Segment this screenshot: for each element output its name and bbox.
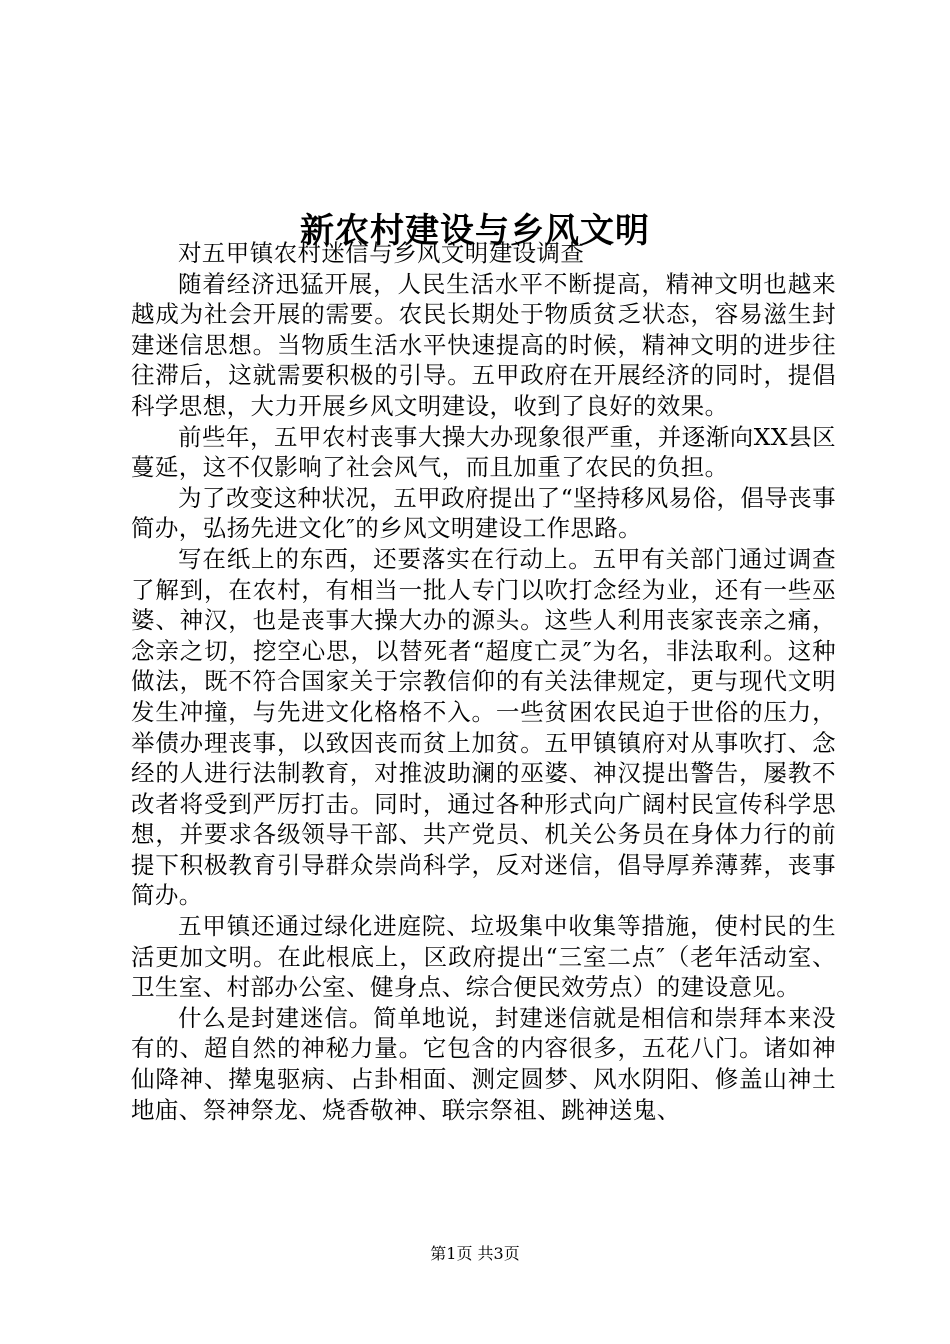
paragraph-3: 为了改变这种状况，五甲政府提出了“坚持移风易俗，倡导丧事简办，弘扬先进文化″的乡风文明建设工作思路。 — [131, 483, 836, 543]
paragraph-1: 随着经济迅猛开展，人民生活水平不断提高，精神文明也越来越成为社会开展的需要。农民长期处于物质贫乏状态，容易滋生封建迷信思想。当物质生活水平快速提高的时候，精神文明的进步往往滞后，这就需要积极的引导。五甲政府在开展经济的同时，提倡科学思想，大力开展乡风文明建设，收到了良好的效果。 — [131, 269, 836, 420]
paragraph-subtitle: 对五甲镇农村迷信与乡风文明建设调查 — [178, 239, 585, 267]
paragraph-6: 什么是封建迷信。简单地说，封建迷信就是相信和崇拜本来没有的、超自然的神秘力量。它包含的内容很多，五花八门。诸如神仙降神、撵鬼驱病、占卦相面、测定圆梦、风水阴阳、修盖山神土地庙、祭神祭龙、烧香敬神、联宗祭祖、跳神送鬼、 — [131, 1003, 836, 1124]
page-footer: 第1页 共3页 — [430, 1244, 520, 1263]
page-title: 新农村建设与乡风文明 — [300, 210, 650, 251]
document-body — [131, 238, 836, 1125]
paragraph-2: 前些年，五甲农村丧事大操大办现象很严重，并逐渐向XX县区蔓延，这不仅影响了社会风气，而且加重了农民的负担。 — [131, 422, 836, 482]
paragraph-4: 写在纸上的东西，还要落实在行动上。五甲有关部门通过调查了解到，在农村，有相当一批人专门以吹打念经为业，还有一些巫婆、神汉，也是丧事大操大办的源头。这些人利用丧家丧亲之痛，念亲之切，挖空心思，以替死者“超度亡灵″为名，非法取利。这种做法，既不符合国家关于宗教信仰的有关法律规定，更与现代文明发生冲撞，与先进文化格格不入。一些贫困农民迫于世俗的压力，举债办理丧事，以致因丧而贫上加贫。五甲镇镇府对从事吹打、念经的人进行法制教育，对推波助澜的巫婆、神汉提出警告，屡教不改者将受到严厉打击。同时，通过各种形式向广阔村民宣传科学思想，并要求各级领导干部、共产党员、机关公务员在身体力行的前提下积极教育引导群众崇尚科学，反对迷信，倡导厚养薄葬，丧事简办。 — [131, 544, 836, 910]
paragraph-5: 五甲镇还通过绿化进庭院、垃圾集中收集等措施，使村民的生活更加文明。在此根底上，区政府提出“三室二点″（老年活动室、卫生室、村部办公室、健身点、综合便民效劳点）的建设意见。 — [131, 912, 836, 1002]
